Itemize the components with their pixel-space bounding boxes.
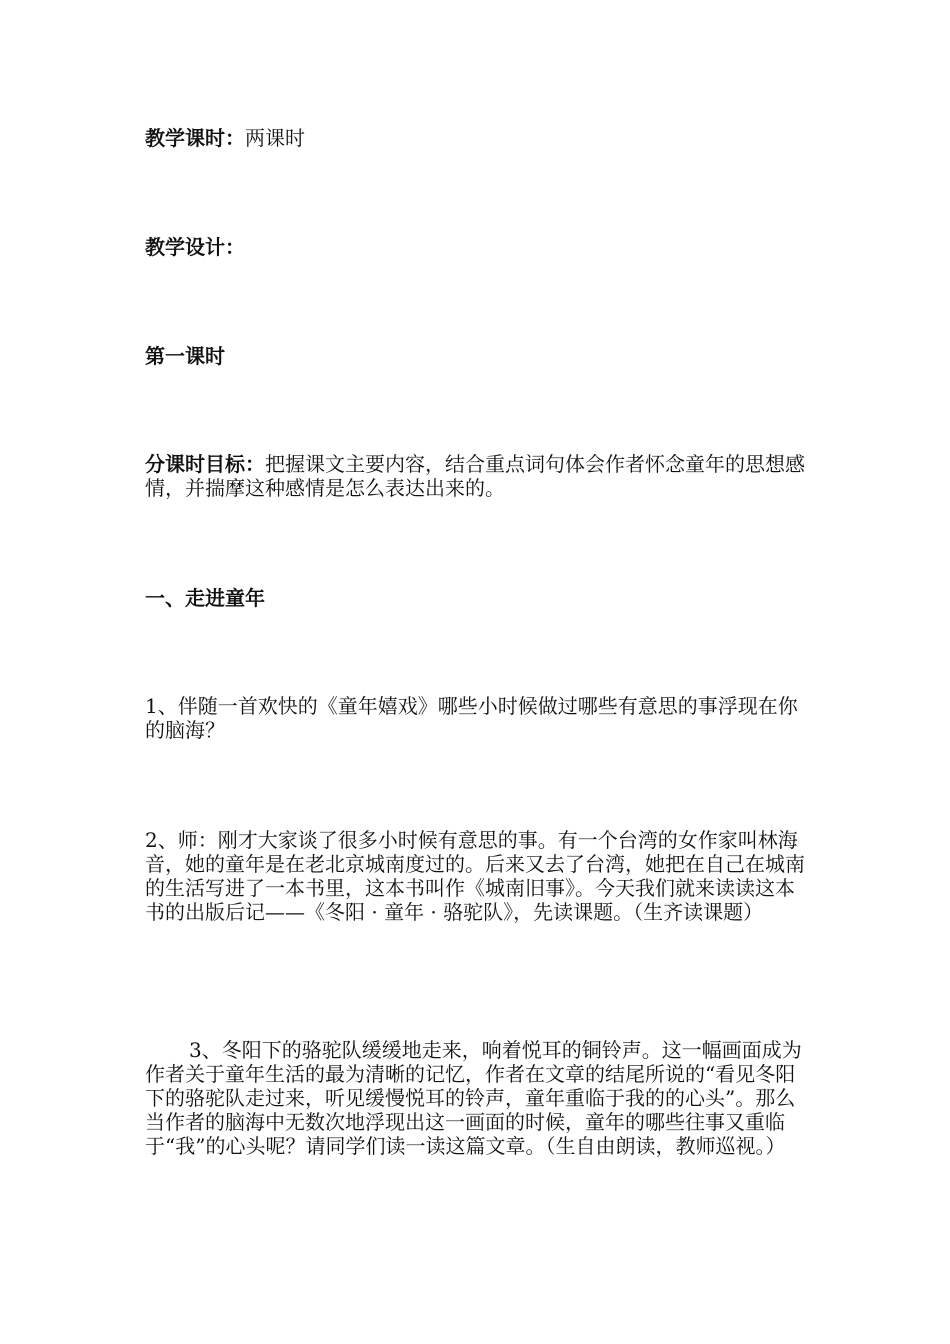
section-one-heading: 一、走进童年 (145, 586, 265, 610)
teaching-hours-value: 两课时 (245, 126, 305, 150)
paragraph-3: 3、冬阳下的骆驼队缓缓地走来，响着悦耳的铜铃声。这一幅画面成为作者关于童年生活的最为清晰的记忆，作者在文章的结尾所说的“看见冬阳下的骆驼队走过来，听见缓慢悦耳的铃声，童年重临于我的的心头”。那么当作者的脑海中无数次地浮现出这一画面的时候，童年的哪些往事又重临于“我”的心头呢？请同学们读一读这篇文章。（生自由朗读，教师巡视。） (145, 1038, 802, 1158)
lesson-goal-paragraph (145, 452, 810, 500)
paragraph-2: 2、师：刚才大家谈了很多小时候有意思的事。有一个台湾的女作家叫林海音，她的童年是在老北京城南度过的。后来又去了台湾，她把在自己在城南的生活写进了一本书里，这本书叫作《城南旧事》。今天我们就来读读这本书的出版后记——《冬阳 · 童年 · 骆驼队》，先读课题。（生齐读课题） (145, 828, 805, 924)
paragraph-1: 1、伴随一首欢快的《童年嬉戏》哪些小时候做过哪些有意思的事浮现在你的脑海？ (145, 694, 798, 742)
lesson-goal-text: 把握课文主要内容，结合重点词句体会作者怀念童年的思想感情，并揣摩这种感情是怎么表达出来的。 (145, 452, 805, 500)
lesson-one-heading: 第一课时 (145, 344, 225, 368)
lesson-goal-label: 分课时目标： (145, 452, 265, 476)
teaching-hours-line (145, 126, 810, 150)
teaching-hours-label: 教学课时： (145, 126, 245, 150)
teaching-design-heading: 教学设计： (145, 235, 245, 259)
